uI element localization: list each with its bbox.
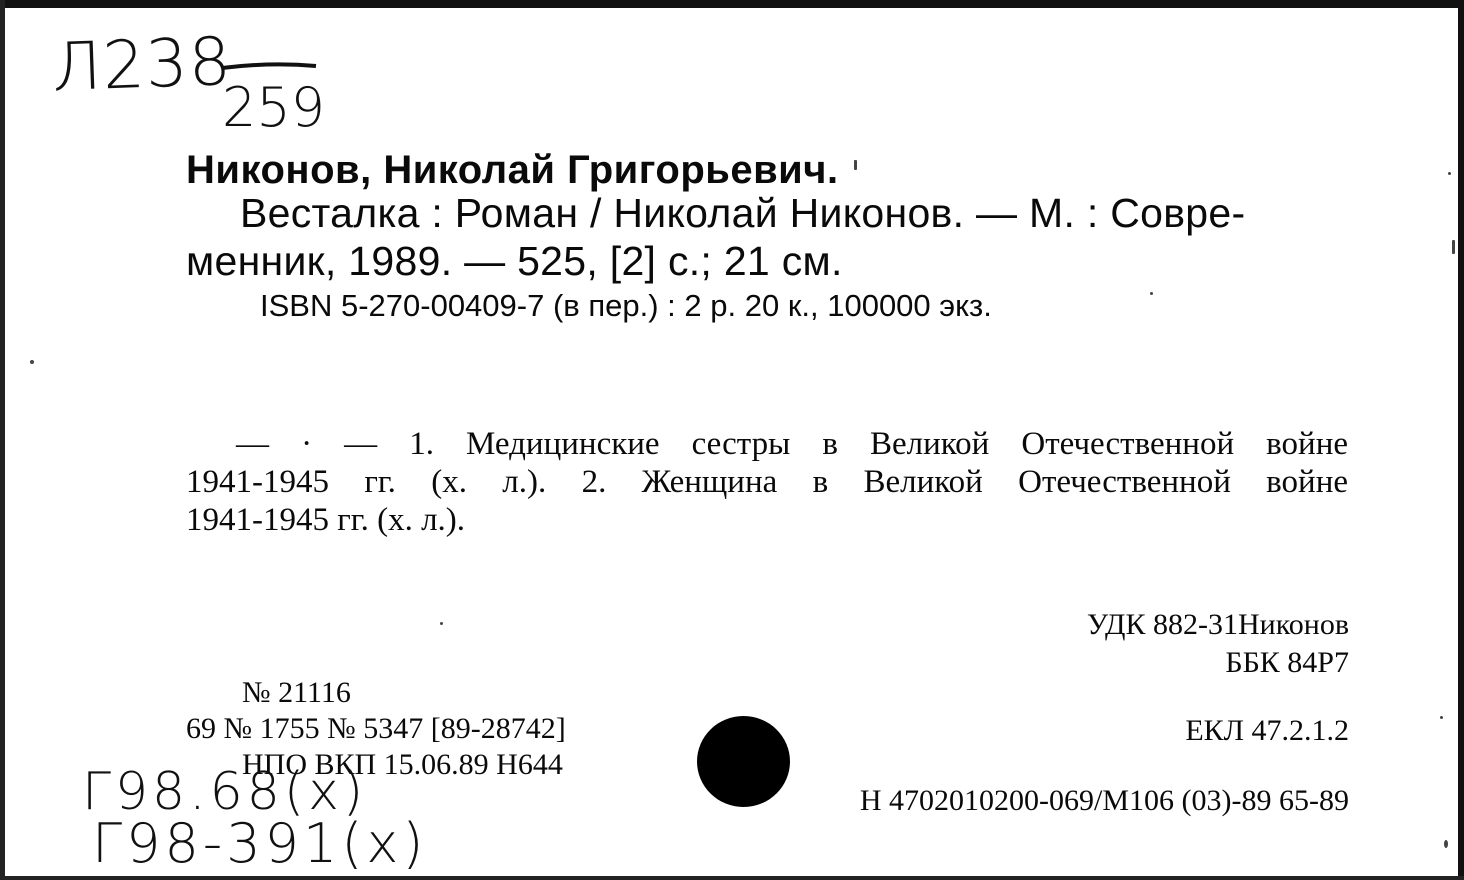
shelf-mark-denominator: 259 <box>222 76 326 139</box>
subject-line-3: 1941-1945 гг. (х. л.). <box>186 502 466 538</box>
handwritten-note-1: Г98.68(х) <box>82 762 368 822</box>
udk-code: УДК 882-31Никонов <box>1086 608 1349 641</box>
card-top-edge <box>0 0 1464 8</box>
subject-line-1: — · — 1. Медицинские сестры в Великой Отечественной войне <box>236 426 1348 462</box>
card-bottom-edge <box>0 876 1464 880</box>
printer-line: НПО ВКП 15.06.89 Н644 <box>242 748 563 781</box>
handwritten-note-2: Г98-391(х) <box>92 812 428 875</box>
order-numbers: 69 № 1755 № 5347 [89-28742] <box>186 712 566 745</box>
title-line-2: менник, 1989. — 525, [2] с.; 21 см. <box>186 238 843 284</box>
title-line-1: Весталка : Роман / Николай Никонов. — М. : Совре- <box>240 190 1246 236</box>
ekl-code: ЕКЛ 47.2.1.2 <box>1185 714 1349 747</box>
subject-line-2: 1941-1945 гг. (х. л.). 2. Женщина в Великой Отечественной войне <box>186 464 1348 500</box>
scan-speck <box>1452 240 1455 254</box>
isbn-line: ISBN 5-270-00409-7 (в пер.) : 2 р. 20 к., 100000 экз. <box>260 288 992 323</box>
scan-speck <box>1444 840 1448 848</box>
scan-speck <box>1150 292 1153 295</box>
shelf-mark-fraction-line <box>220 60 320 74</box>
card-left-edge <box>0 0 5 880</box>
scan-speck <box>854 160 857 170</box>
scan-speck <box>440 622 443 625</box>
scan-speck <box>1440 716 1443 719</box>
author-heading: Никонов, Николай Григорьевич. <box>186 148 839 192</box>
scan-speck <box>30 360 34 364</box>
scan-speck <box>1448 172 1451 175</box>
record-number: № 21116 <box>242 676 351 709</box>
bbk-code: ББК 84Р7 <box>1225 646 1349 679</box>
card-right-edge <box>1458 0 1464 880</box>
punch-hole <box>697 716 790 807</box>
publisher-code: Н 4702010200-069/М106 (03)-89 65-89 <box>859 784 1349 817</box>
shelf-mark-prefix: Л238 <box>50 22 233 107</box>
